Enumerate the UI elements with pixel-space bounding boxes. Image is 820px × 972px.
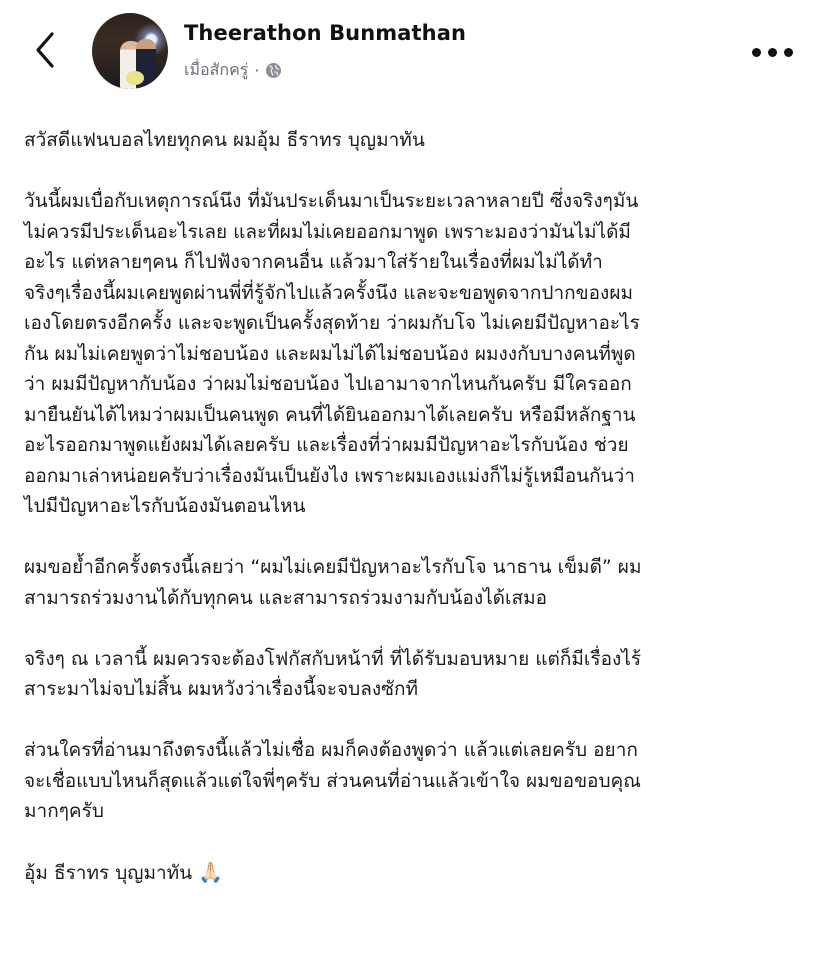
post-paragraph-main <box>24 186 804 522</box>
post-paragraph-greeting <box>24 125 804 156</box>
post-text-line: ไม่ควรมีประเด็นอะไรเลย และที่ผมไม่เคยออกมาพูด เพราะมองว่ามันไม่ได้มี <box>24 220 631 243</box>
post-text-line: เองโดยตรงอีกครั้ง และจะพูดเป็นครั้งสุดท้าย ว่าผมกับโจ ไม่เคยมีปัญหาอะไร <box>24 312 640 334</box>
post-timestamp[interactable]: เมื่อสักครู่ <box>184 60 249 79</box>
author-name[interactable]: Theerathon Bunmathan <box>184 21 467 45</box>
back-button[interactable] <box>28 28 64 72</box>
more-horizontal-icon-dot <box>752 48 761 57</box>
post-text-line: อะไรออกมาพูดแย้งผมได้เลยครับ และเรื่องที่ว่าผมมีปัญหาอะไรกับน้อง ช่วย <box>24 434 629 456</box>
post-text-line: จริงๆเรื่องนี้ผมเคยพูดผ่านพี่ที่รู้จักไปแล้วครั้งนึง และจะขอพูดจากปากของผม <box>24 281 633 304</box>
post-text-line: ออกมาเล่าหน่อยครับว่าเรื่องมันเป็นยังไง เพราะผมเองแม่งก็ไม่รู้เหมือนกันว่า <box>24 464 635 487</box>
post-meta <box>184 58 282 83</box>
post-paragraph-signature <box>24 857 804 889</box>
post-text-line: สาระมาไม่จบไม่สิ้น ผมหวังว่าเรื่องนี้จะจบลงซักที <box>24 678 419 700</box>
post-paragraph-focus <box>24 644 804 705</box>
post-text-line: มากๆครับ <box>24 800 104 822</box>
post-text-line: ไปมีปัญหาอะไรกับน้องมันตอนไหน <box>24 495 306 517</box>
post-paragraph-reaffirm <box>24 552 804 613</box>
post-text-line: จริงๆ ณ เวลานี้ ผมควรจะต้องโฟกัสกับหน้าที่ ที่ได้รับมอบหมาย แต่ก็มีเรื่องไร้ <box>24 647 642 670</box>
post-text-line: กัน ผมไม่เคยพูดว่าไม่ชอบน้อง และผมไม่ได้ไม่ชอบน้อง ผมงงกับบางคนที่พูด <box>24 342 636 365</box>
post-text-line: สามารถร่วมงานได้กับทุกคน และสามารถร่วมงามกับน้องได้เสมอ <box>24 586 548 609</box>
post-text-line: จะเชื่อแบบไหนก็สุดแล้วแต่ใจพี่ๆครับ ส่วนคนที่อ่านแล้วเข้าใจ ผมขอขอบคุณ <box>24 769 641 792</box>
signature-text: อุ้ม ธีราทร บุญมาทัน <box>24 862 193 884</box>
post-signature <box>24 857 804 889</box>
more-options-button[interactable] <box>752 42 796 62</box>
more-horizontal-icon-dot <box>768 48 777 57</box>
post-body <box>24 125 804 919</box>
post-text-line: วันนี้ผมเบื่อกับเหตุการณ์นึง ที่มันประเด็นมาเป็นระยะเวลาหลายปี ซึ่งจริงๆมัน <box>24 190 639 212</box>
post-paragraph-closing <box>24 735 804 827</box>
meta-separator: · <box>254 61 260 80</box>
avatar[interactable] <box>92 13 168 89</box>
globe-icon[interactable] <box>265 62 282 79</box>
post-text-line: สวัสดีแฟนบอลไทยทุกคน ผมอุ้ม ธีราทร บุญมาทัน <box>24 129 425 151</box>
avatar-bouquet <box>126 71 144 85</box>
post-header <box>0 0 820 100</box>
post-text-line: ส่วนใครที่อ่านมาถึงตรงนี้แล้วไม่เชื่อ ผมก็คงต้องพูดว่า แล้วแต่เลยครับ อยาก <box>24 739 638 761</box>
post-text-line: มายืนยันได้ไหมว่าผมเป็นคนพูด คนที่ได้ยินออกมาได้เลยครับ หรือมีหลักฐาน <box>24 403 636 426</box>
post-text-line: อะไร แต่หลายๆคน ก็ไปฟังจากคนอื่น แล้วมาใส่ร้ายในเรื่องที่ผมไม่ได้ทำ <box>24 251 603 273</box>
chevron-left-icon <box>28 28 64 72</box>
folded-hands-icon: 🙏🏻 <box>198 860 224 884</box>
more-horizontal-icon-dot <box>784 48 793 57</box>
post-text-line: ว่า ผมมีปัญหากับน้อง ว่าผมไม่ชอบน้อง ไปเอามาจากไหนกันครับ มีใครออก <box>24 373 632 395</box>
post-text-line: ผมขอย้ำอีกครั้งตรงนี้เลยว่า “ผมไม่เคยมีปัญหาอะไรกับโจ นาธาน เข็มดี” ผม <box>24 556 642 578</box>
